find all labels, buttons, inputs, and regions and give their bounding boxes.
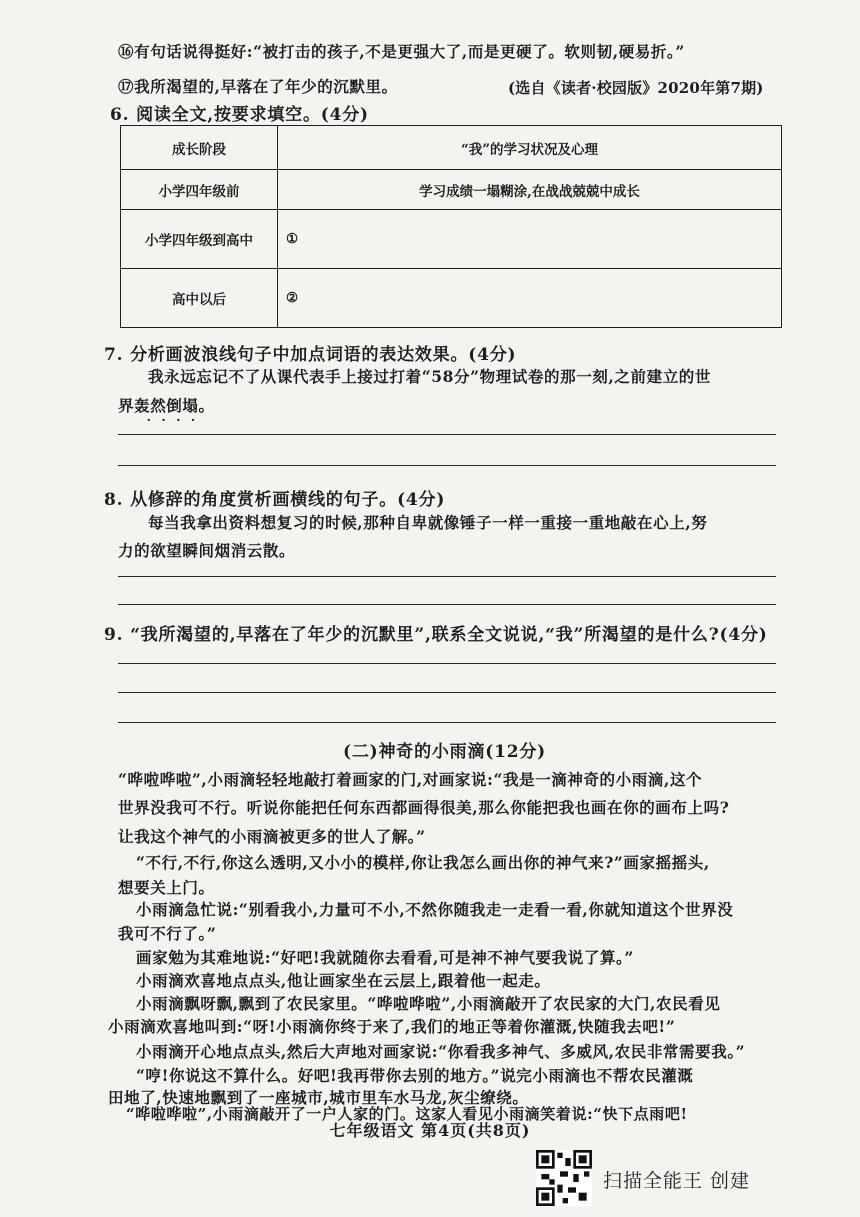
question-9-title: 9. “我所渴望的,早落在了年少的沉默里”,联系全文说说,“我”所渴望的是什么?(4分) [104, 625, 768, 645]
emphasis-dots: ···· [146, 410, 205, 431]
question-8-text: 力的欲望瞬间烟消云散。 [118, 541, 296, 560]
scanner-watermark: 扫描全能王 创建 [603, 1170, 751, 1192]
question-7-title: 7. 分析画波浪线句子中加点词语的表达效果。(4分) [104, 345, 517, 365]
question-8-text: 每当我拿出资料想复习的时候,那种自卑就像锤子一样一重接一重地敲在心上,努 [148, 513, 708, 532]
source-citation: (选自《读者·校园版》2020年第7期) [508, 79, 764, 97]
answer-line[interactable] [118, 663, 776, 664]
answer-line[interactable] [118, 576, 776, 577]
passage-line: 小雨滴飘呀飘,飘到了农民家里。“哗啦哗啦”,小雨滴敲开了农民家的大门,农民看见 [136, 994, 721, 1013]
passage-line: “哼!你说这不算什么。好吧!我再带你去别的地方。”说完小雨滴也不帮农民灌溉 [136, 1066, 694, 1085]
section-2-title: (二)神奇的小雨滴(12分) [343, 742, 547, 762]
paragraph-16: ⑯有句话说得挺好:“被打击的孩子,不是更强大了,而是更硬了。软则韧,硬易折。” [118, 42, 685, 61]
passage-line: 画家勉为其难地说:“好吧!我就随你去看看,可是神不神气要我说了算。” [136, 948, 634, 967]
passage-line: “不行,不行,你这么透明,又小小的模样,你让我怎么画出你的神气来?”画家摇摇头, [136, 853, 710, 872]
passage-line: 想要关上门。 [118, 878, 215, 897]
passage-line: “哗啦哗啦”,小雨滴轻轻地敲打着画家的门,对画家说:“我是一滴神奇的小雨滴,这个 [118, 770, 703, 789]
table-header-status: “我”的学习状况及心理 [278, 126, 782, 170]
table-header-stage: 成长阶段 [121, 126, 278, 170]
table-cell-stage: 小学四年级前 [121, 170, 278, 210]
answer-blank-2[interactable]: ② [278, 269, 782, 328]
passage-line: 小雨滴欢喜地叫到:“呀!小雨滴你终于来了,我们的地正等着你灌溉,快随我去吧!” [108, 1017, 676, 1036]
question-7-text: 界轰然倒塌。 [118, 396, 215, 415]
passage-line: “哗啦哗啦”,小雨滴敲开了一户人家的门。这家人看见小雨滴笑着说:“快下点雨吧! [126, 1105, 688, 1123]
passage-line: 小雨滴欢喜地点点头,他让画家坐在云层上,跟着他一起走。 [136, 971, 551, 990]
passage-line: 田地了,快速地飘到了一座城市,城市里车水马龙,灰尘缭绕。 [108, 1088, 529, 1107]
table-cell-stage: 小学四年级到高中 [121, 210, 278, 269]
page-footer: 七年级语文 第4页(共8页) [329, 1121, 531, 1140]
question-6-title: 6. 阅读全文,按要求填空。(4分) [110, 105, 369, 125]
answer-line[interactable] [118, 465, 776, 466]
answer-line[interactable] [118, 722, 776, 723]
answer-line[interactable] [118, 604, 776, 605]
answer-blank-1[interactable]: ① [278, 210, 782, 269]
table-cell-status: 学习成绩一塌糊涂,在战战兢兢中成长 [278, 170, 782, 210]
growth-stage-table [120, 125, 782, 328]
paragraph-17: ⑰我所渴望的,早落在了年少的沉默里。 [118, 77, 398, 96]
passage-line: 让我这个神气的小雨滴被更多的世人了解。” [118, 827, 426, 846]
passage-line: 我可不行了。” [118, 924, 217, 943]
question-7-text: 我永远忘记不了从课代表手上接过打着“58分”物理试卷的那一刻,之前建立的世 [148, 367, 711, 386]
passage-line: 世界没我可不行。听说你能把任何东西都画得很美,那么你能把我也画在你的画布上吗? [118, 798, 730, 817]
qr-code-icon [536, 1150, 592, 1206]
answer-line[interactable] [118, 692, 776, 693]
passage-line: 小雨滴急忙说:“别看我小,力量可不小,不然你随我走一走看一看,你就知道这个世界没 [136, 900, 734, 919]
table-cell-stage: 高中以后 [121, 269, 278, 328]
answer-line[interactable] [118, 434, 776, 435]
passage-line: 小雨滴开心地点点头,然后大声地对画家说:“你看我多神气、多威风,农民非常需要我。” [136, 1042, 746, 1061]
question-8-title: 8. 从修辞的角度赏析画横线的句子。(4分) [104, 490, 446, 510]
